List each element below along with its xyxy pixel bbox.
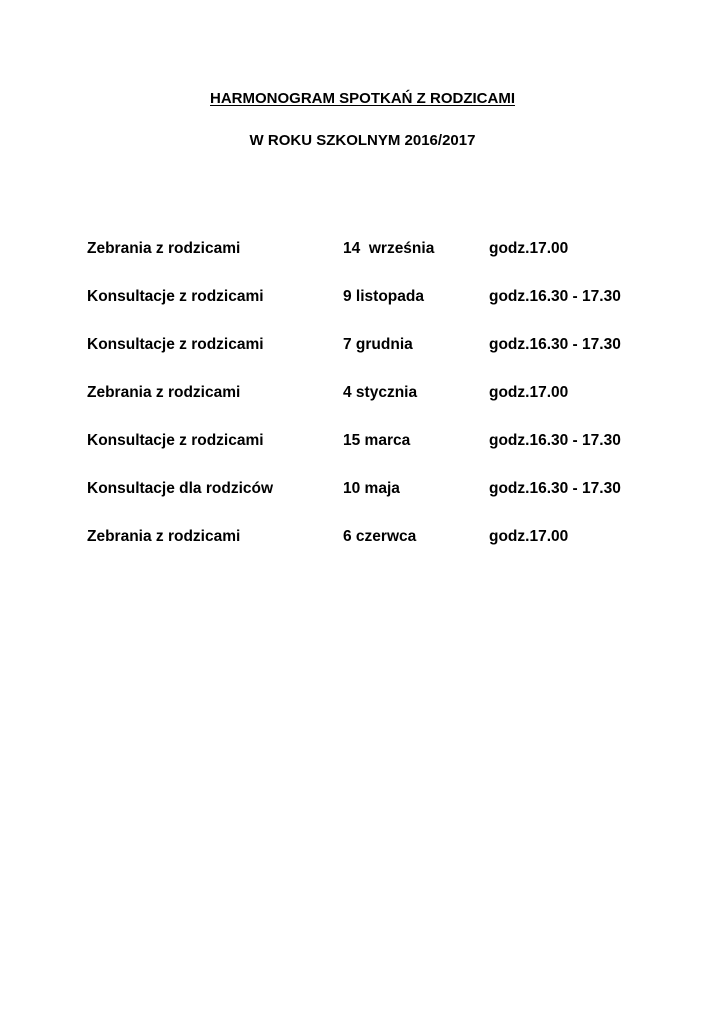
event-name: Konsultacje z rodzicami	[87, 336, 264, 353]
event-time: godz.17.00	[489, 528, 569, 545]
event-time: godz.17.00	[489, 240, 569, 257]
event-date: 6 czerwca	[343, 528, 417, 545]
event-date: 15 marca	[343, 432, 411, 449]
schedule-row	[87, 336, 687, 384]
event-date: 10 maja	[343, 480, 400, 497]
event-date: 14 września	[343, 240, 435, 257]
event-time: godz.16.30 - 17.30	[489, 432, 621, 449]
schedule-row	[87, 528, 687, 576]
event-name: Konsultacje dla rodziców	[87, 480, 274, 497]
event-name: Zebrania z rodzicami	[87, 384, 241, 401]
event-date: 9 listopada	[343, 288, 424, 305]
event-name: Konsultacje z rodzicami	[87, 432, 264, 449]
event-date: 4 stycznia	[343, 384, 418, 401]
schedule-row	[87, 288, 687, 336]
schedule-row	[87, 384, 687, 432]
event-time: godz.16.30 - 17.30	[489, 480, 621, 497]
schedule-row	[87, 480, 687, 528]
event-name: Zebrania z rodzicami	[87, 240, 241, 257]
event-time: godz.16.30 - 17.30	[489, 336, 621, 353]
event-time: godz.17.00	[489, 384, 569, 401]
event-name: Konsultacje z rodzicami	[87, 288, 264, 305]
event-name: Zebrania z rodzicami	[87, 528, 241, 545]
event-date: 7 grudnia	[343, 336, 413, 353]
event-time: godz.16.30 - 17.30	[489, 288, 621, 305]
schedule-row	[87, 432, 687, 480]
document-title: HARMONOGRAM SPOTKAŃ Z RODZICAMI	[210, 90, 515, 107]
schedule-list	[87, 240, 687, 576]
document-subtitle: W ROKU SZKOLNYM 2016/2017	[249, 132, 476, 149]
schedule-row	[87, 240, 687, 288]
